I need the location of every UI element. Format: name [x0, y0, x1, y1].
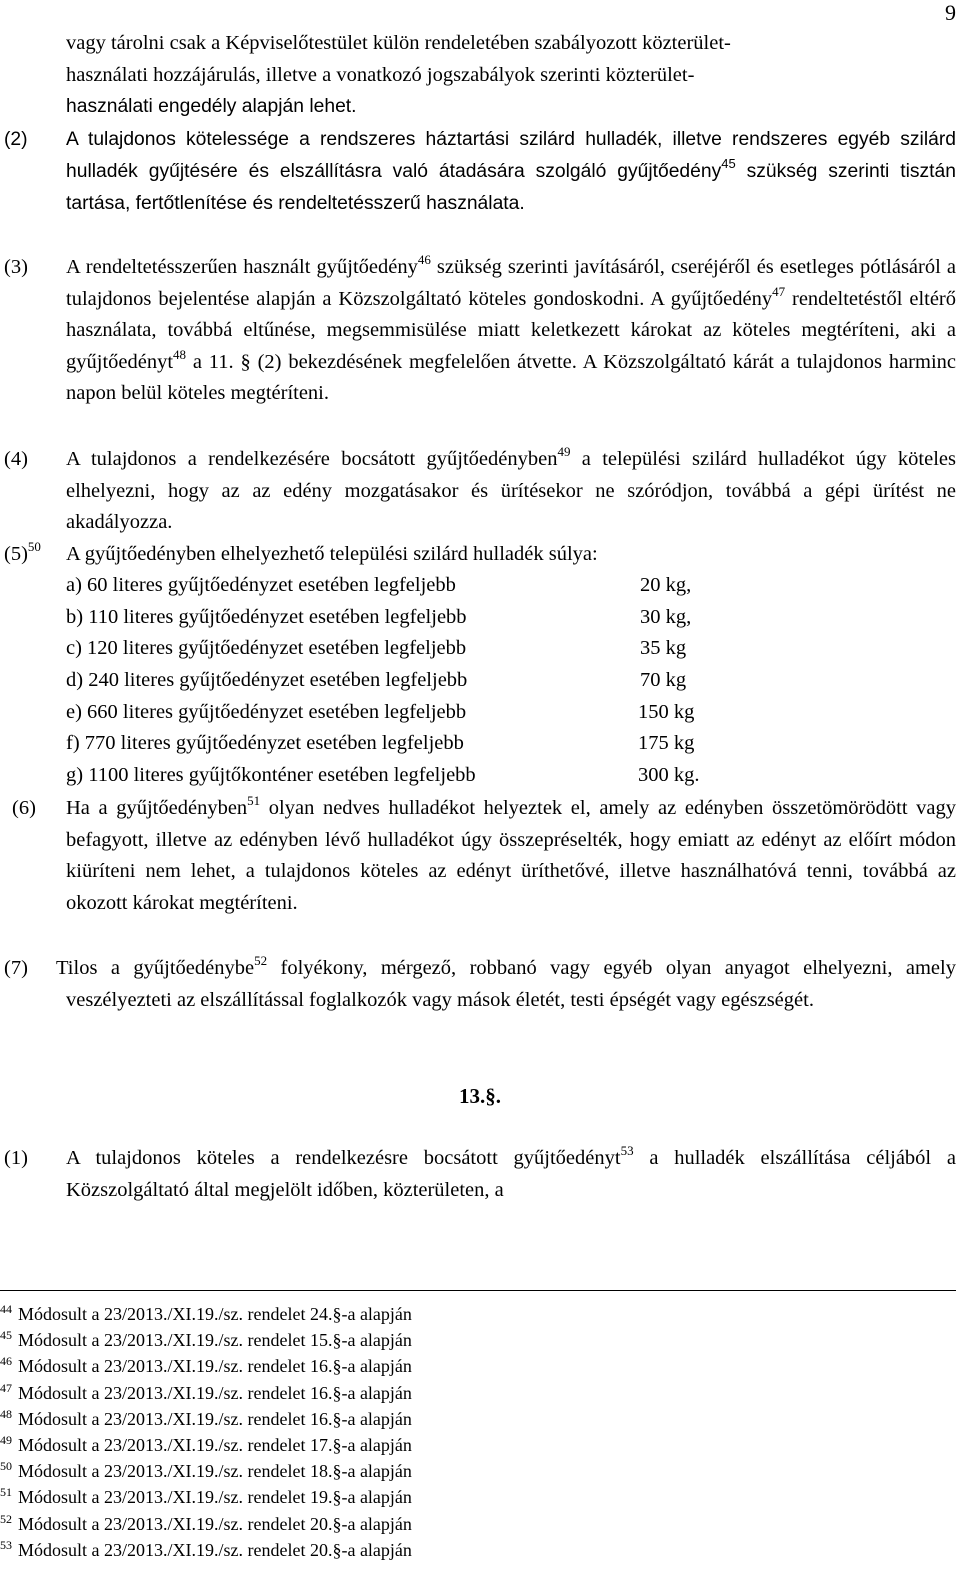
footnote-number: 51	[0, 1485, 12, 1500]
paragraph-number	[4, 539, 41, 571]
paragraph-text: rendeltetéstől eltérő használata, továbbá eltűnése, megsemmisülése miatt keletkezett károkat az köteles megtéríteni, aki a gyűjtőedényt	[66, 287, 957, 373]
paragraph-2	[0, 124, 956, 221]
paragraph-7	[0, 953, 956, 1016]
list-item	[66, 633, 766, 665]
paragraph-text: A rendeltetésszerűen használt gyűjtőedény	[66, 256, 418, 278]
paragraph-number: (4)	[4, 448, 28, 470]
paragraph-text: A gyűjtőedényben elhelyezhető települési szilárd hulladék súlya:	[66, 543, 598, 565]
footnote	[0, 1380, 412, 1406]
paragraph-3	[0, 252, 956, 410]
footnote-text: Módosult a 23/2013./XI.19./sz. rendelet 19.§-a alapján	[18, 1487, 412, 1508]
paragraph-6	[0, 793, 956, 919]
list-item-label: a) 60 literes gyűjtőedényzet esetében legfeljebb	[66, 574, 456, 596]
section-13-paragraph-1	[0, 1143, 956, 1206]
footnote-text: Módosult a 23/2013./XI.19./sz. rendelet 15.§-a alapján	[18, 1330, 412, 1351]
footnote-ref: 52	[254, 953, 268, 968]
footnote-text: Módosult a 23/2013./XI.19./sz. rendelet 17.§-a alapján	[18, 1434, 412, 1455]
list-item-value: 150 kg	[638, 700, 695, 723]
footnote-separator	[0, 1290, 956, 1291]
footnote-text: Módosult a 23/2013./XI.19./sz. rendelet 16.§-a alapján	[18, 1382, 412, 1403]
intro-paragraph	[0, 28, 956, 123]
list-item-label: c) 120 literes gyűjtőedényzet esetében legfeljebb	[66, 637, 467, 660]
intro-line: használati hozzájárulás, illetve a vonatkozó jogszabályok szerinti közterület-	[66, 63, 695, 86]
footnote-number: 49	[0, 1432, 12, 1447]
list-item	[66, 760, 766, 792]
footnote-ref: 46	[417, 252, 431, 267]
list-item-label: e) 660 literes gyűjtőedényzet esetében legfeljebb	[66, 700, 467, 723]
page-number: 9	[945, 0, 956, 25]
paragraph-text: a települési szilárd hulladékot úgy köteles elhelyezni, hogy az az edény mozgatásakor és ürítésekor ne szóródjon, továbbá a gépi ürítést ne akadályozza.	[66, 448, 956, 534]
footnote-ref: 48	[173, 346, 187, 362]
paragraph-4	[0, 444, 956, 539]
footnote	[0, 1327, 412, 1353]
list-item-value: 35 kg	[640, 637, 687, 660]
section-heading: 13.§.	[459, 1084, 501, 1108]
footnote	[0, 1537, 412, 1563]
list-item	[66, 697, 766, 729]
paragraph-text: a 11. § (2) bekezdésének megfelelően átvette. A Közszolgáltató kárát a tulajdonos harminc napon belül köteles megtéríteni.	[66, 350, 956, 405]
footnote-number: 52	[0, 1511, 12, 1526]
footnote-number: 53	[0, 1537, 12, 1552]
paragraph-number: (7)	[4, 957, 28, 979]
paragraph-text: olyan nedves hulladékot helyeztek el, amely az edényben összetömörödött vagy befagyott, illetve az edényben lévő hulladékot úgy összepréselték, hogy emiatt az edényt az előírt módon kiüríteni nem lehet, a tulajdonos köteles az edényt üríthetővé, illetve használhatóvá tenni, továbbá az okozott károkat megtéríteni.	[66, 797, 956, 914]
footnote-ref: 50	[27, 539, 41, 554]
paragraph-text: A tulajdonos kötelessége a rendszeres háztartási szilárd hulladék, illetve rendszeres egyéb szilárd hulladék gyűjtésére és elszállításra való átadására szolgáló gyűjtőedény	[66, 129, 956, 183]
list-item-value: 300 kg.	[638, 764, 700, 787]
footnote-text: Módosult a 23/2013./XI.19./sz. rendelet 18.§-a alapján	[18, 1461, 412, 1482]
paragraph-number: (6)	[12, 797, 36, 819]
list-item	[66, 728, 766, 760]
footnote-text: Módosult a 23/2013./XI.19./sz. rendelet 20.§-a alapján	[18, 1539, 412, 1560]
paragraph-text: A tulajdonos a rendelkezésére bocsátott gyűjtőedényben	[66, 448, 558, 470]
footnote-number: 44	[0, 1302, 12, 1316]
footnote	[0, 1353, 412, 1379]
footnote-number: 50	[0, 1459, 12, 1474]
paragraph-text: szükség szerinti javításáról, cseréjéről és esetleges pótlásáról a tulajdonos bejelentése alapján a Közszolgáltató köteles gondoskodni. A gyűjtőedény	[66, 256, 956, 310]
list-item-label: d) 240 literes gyűjtőedényzet esetében legfeljebb	[66, 669, 468, 692]
paragraph-text: Ha a gyűjtőedényben	[66, 797, 248, 819]
paragraph-number: (2)	[4, 129, 28, 150]
list-item-value: 20 kg,	[640, 574, 692, 596]
footnote-ref: 53	[620, 1143, 634, 1158]
footnote	[0, 1458, 412, 1484]
list-item	[66, 602, 766, 634]
list-item-label: f) 770 literes gyűjtőedényzet esetében legfeljebb	[66, 732, 464, 755]
footnote	[0, 1301, 412, 1327]
paragraph-text: A tulajdonos köteles a rendelkezésre bocsátott gyűjtőedényt	[66, 1147, 621, 1169]
footnote-text: Módosult a 23/2013./XI.19./sz. rendelet 24.§-a alapján	[18, 1304, 412, 1324]
list-item	[66, 665, 766, 697]
paragraph-text: folyékony, mérgező, robbanó vagy egyéb olyan anyagot elhelyezni, amely veszélyezteti az elszállítással foglalkozók vagy mások életét, testi épségét vagy egészségét.	[66, 957, 956, 1011]
paragraph-number: (3)	[4, 256, 28, 278]
footnote-text: Módosult a 23/2013./XI.19./sz. rendelet 16.§-a alapján	[18, 1408, 412, 1429]
footnote	[0, 1484, 412, 1510]
footnote-ref: 51	[247, 793, 261, 808]
weight-limit-list	[66, 570, 766, 792]
footnote-ref: 45	[721, 156, 736, 172]
paragraph-number: (1)	[4, 1147, 28, 1169]
footnotes	[0, 1301, 412, 1563]
footnote	[0, 1432, 412, 1458]
paragraph-text: a hulladék elszállítása céljából a Közszolgáltató által megjelölt időben, közterületen, a	[66, 1147, 956, 1201]
list-item-value: 70 kg	[640, 669, 687, 692]
footnote-number: 48	[0, 1406, 12, 1421]
paragraph-5	[0, 539, 956, 571]
intro-line: vagy tárolni csak a Képviselőtestület külön rendeletében szabályozott közterület-	[66, 32, 731, 54]
footnote-number: 47	[0, 1380, 12, 1395]
paragraph-number-text: (5)	[4, 543, 28, 565]
paragraph-text: szükség szerinti tisztán tartása, fertőtlenítése és rendeltetésszerű használata.	[66, 161, 956, 215]
footnote-number: 46	[0, 1354, 12, 1369]
footnote-ref: 49	[557, 444, 571, 459]
footnote	[0, 1511, 412, 1537]
intro-line: használati engedély alapján lehet.	[66, 96, 357, 118]
footnote-ref: 47	[772, 283, 786, 299]
footnote-number: 45	[0, 1328, 12, 1343]
list-item-value: 175 kg	[638, 732, 695, 755]
list-item	[66, 570, 766, 602]
list-item-value: 30 kg,	[640, 605, 692, 628]
footnote-text: Módosult a 23/2013./XI.19./sz. rendelet 16.§-a alapján	[18, 1356, 412, 1377]
footnote-text: Módosult a 23/2013./XI.19./sz. rendelet 20.§-a alapján	[18, 1513, 412, 1534]
list-item-label: g) 1100 literes gyűjtőkonténer esetében legfeljebb	[66, 764, 476, 787]
footnote	[0, 1406, 412, 1432]
paragraph-text: Tilos a gyűjtőedénybe	[56, 957, 255, 979]
list-item-label: b) 110 literes gyűjtőedényzet esetében legfeljebb	[66, 605, 467, 628]
